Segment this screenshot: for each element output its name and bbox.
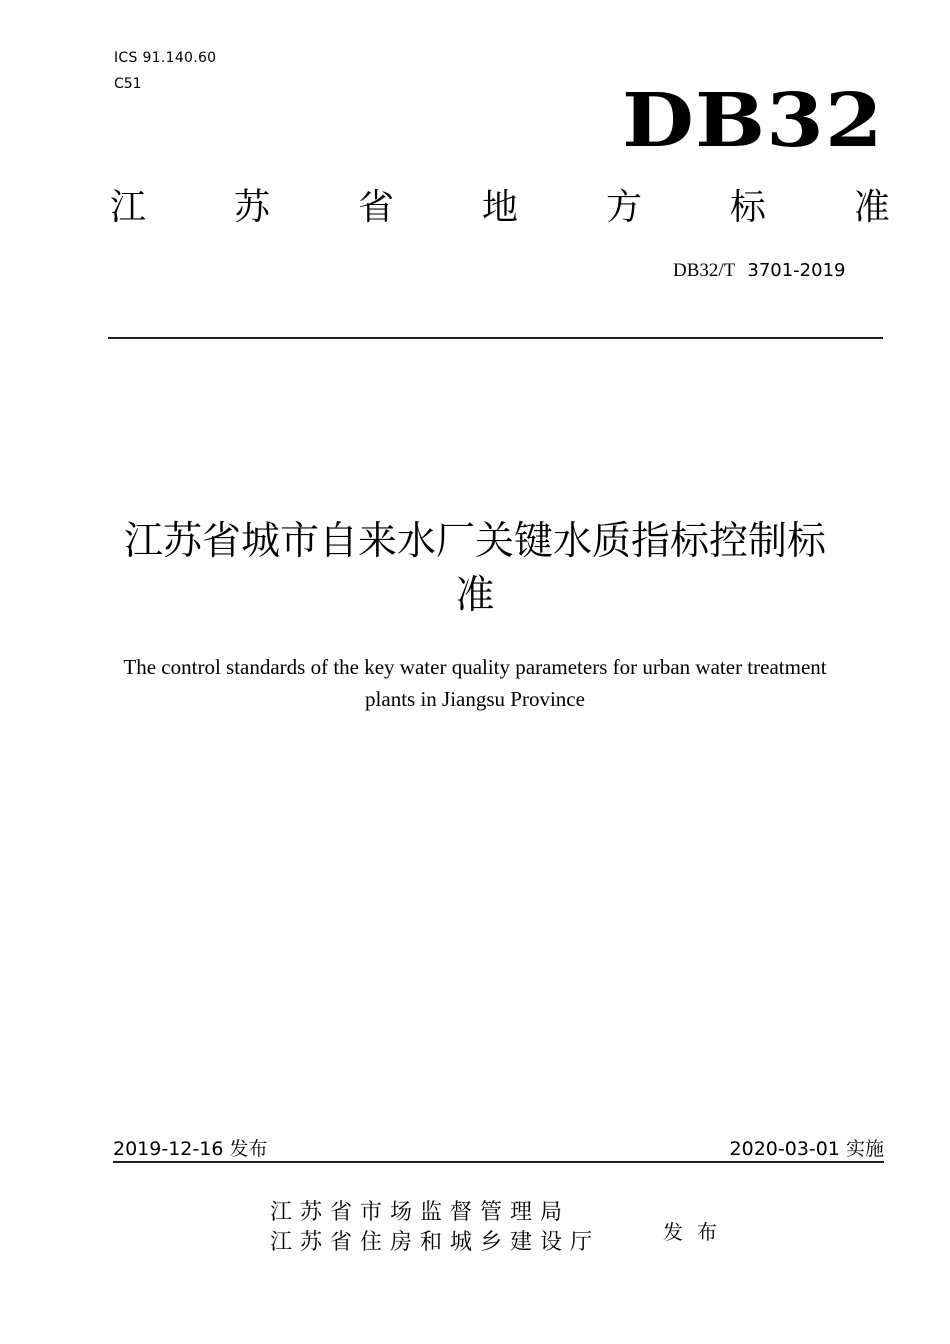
- category-char: 准: [853, 187, 890, 228]
- document-number: [673, 257, 846, 284]
- title-zh-line2: 准: [455, 573, 495, 618]
- publish-label: 发布: [663, 1220, 731, 1244]
- issue-date: 2019-12-16 发布: [113, 1138, 268, 1160]
- title-en-line1: The control standards of the key water quality parameters for urban water treatment: [123, 655, 827, 679]
- title-en-line2: plants in Jiangsu Province: [365, 687, 585, 711]
- document-number-prefix: DB32/T: [673, 260, 736, 281]
- footer-divider: [113, 1161, 884, 1163]
- document-title-zh: [0, 515, 950, 623]
- dates-row: [113, 1137, 884, 1161]
- header-divider: [108, 337, 883, 339]
- document-title-en: [0, 651, 950, 715]
- document-number-value: 3701-2019: [747, 260, 846, 281]
- title-zh-line1: 江苏省城市自来水厂关键水质指标控制标: [123, 519, 826, 564]
- issuer-2: 江苏省住房和城乡建设厅: [270, 1230, 601, 1255]
- standard-logo: DB32: [622, 78, 884, 164]
- category-char: 标: [729, 187, 766, 228]
- category-char: 省: [357, 187, 394, 228]
- issuing-authorities: [270, 1198, 600, 1258]
- effective-date: 2020-03-01 实施: [729, 1138, 884, 1160]
- ccs-code: C51: [114, 76, 142, 92]
- category-char: 地: [481, 187, 518, 228]
- ics-code: ICS 91.140.60: [114, 50, 217, 66]
- category-char: 苏: [233, 187, 270, 228]
- category-char: 方: [605, 187, 642, 228]
- category-char: 江: [110, 187, 147, 228]
- issuer-1: 江苏省市场监督管理局: [270, 1200, 571, 1225]
- standard-category: [110, 186, 890, 230]
